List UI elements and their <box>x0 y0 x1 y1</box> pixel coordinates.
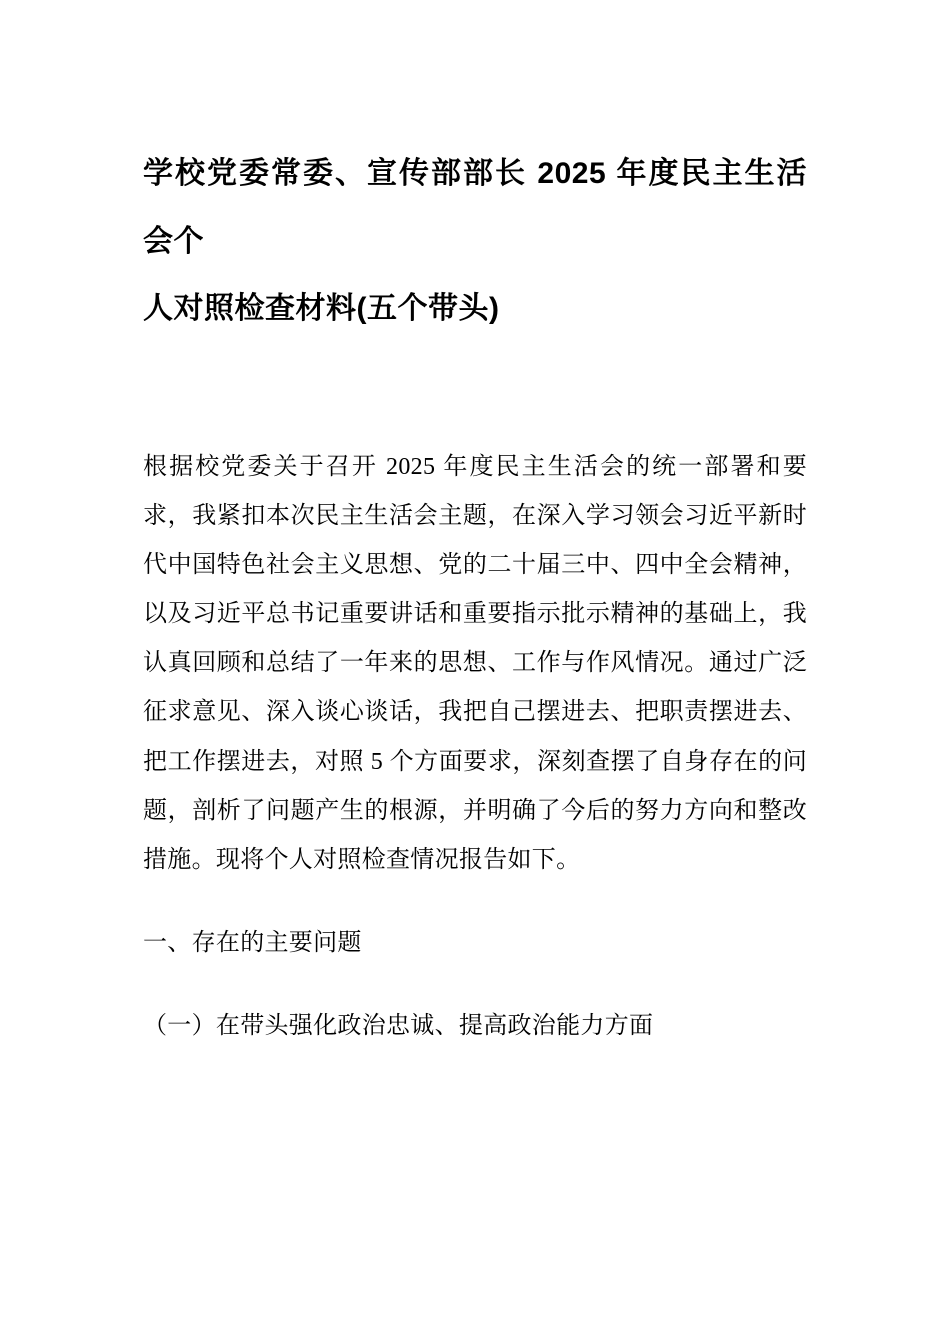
title-line-2: 人对照检查材料(五个带头) <box>143 292 500 325</box>
section-heading-2: （一）在带头强化政治忠诚、提高政治能力方面 <box>143 1013 654 1040</box>
page-title <box>143 0 807 343</box>
body-paragraph: 根据校党委关于召开 2025 年度民主生活会的统一部署和要求，我紧扣本次民主生活会主题，在深入学习领会习近平新时代中国特色社会主义思想、党的二十届三中、四中全会精神，以及习近平总书记重要讲话和重要指示批示精神的基础上，我认真回顾和总结了一年来的思想、工作与作风情况。通过广泛征求意见、深入谈心谈话，我把自己摆进去、把职责摆进去、把工作摆进去，对照 5 个方面要求，深刻查摆了自身存在的问题，剖析了问题产生的根源，并明确了今后的努力方向和整改措施。现将个人对照检查情况报告如下。 <box>143 453 807 873</box>
title-line-1: 学校党委常委、宣传部部长 2025 年度民主生活会个 <box>143 157 807 258</box>
document-body <box>143 443 807 1052</box>
section-heading-1: 一、存在的主要问题 <box>143 930 362 957</box>
